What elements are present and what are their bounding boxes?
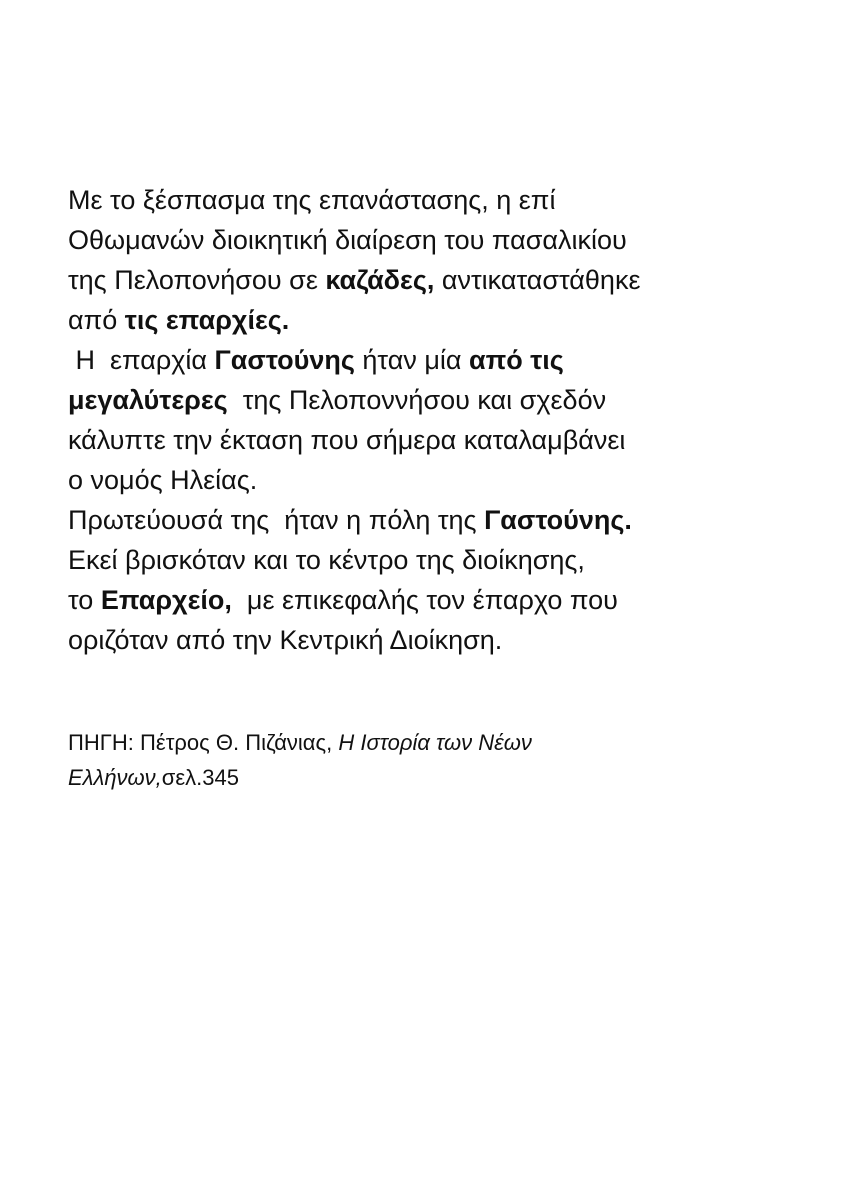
text-line	[68, 420, 788, 460]
main-paragraph	[68, 180, 788, 660]
text-line	[68, 580, 788, 620]
source-line-2	[68, 760, 788, 795]
bold-text: καζάδες,	[325, 265, 435, 295]
text-line	[68, 180, 788, 220]
text-segment: ήταν μία	[354, 345, 469, 375]
text-line	[68, 500, 788, 540]
text-line	[68, 300, 788, 340]
text-line	[68, 460, 788, 500]
text-segment: το	[68, 585, 101, 615]
bold-text: Γαστούνης	[214, 345, 355, 375]
bold-text: τις επαρχίες.	[124, 305, 290, 335]
source-citation	[68, 725, 788, 795]
text-line	[68, 380, 788, 420]
text-segment: Εκεί βρισκόταν και το κέντρο της διοίκησης,	[68, 545, 585, 575]
text-segment: Πρωτεύουσά της ήταν η πόλη της	[68, 505, 485, 535]
text-line	[68, 540, 788, 580]
source-title-part-1: Η Ιστορία των Νέων	[338, 730, 532, 755]
text-line	[68, 340, 788, 380]
text-segment: οριζόταν από την Κεντρική Διοίκηση.	[68, 625, 503, 655]
text-segment: της Πελοπονήσου σε	[68, 265, 326, 295]
bold-text: μεγαλύτερες	[68, 385, 228, 415]
text-line	[68, 260, 788, 300]
text-segment: Η επαρχία	[68, 345, 215, 375]
bold-text: Επαρχείο,	[100, 585, 232, 615]
source-title-part-2: Ελλήνων,	[68, 765, 162, 790]
source-prefix: ΠΗΓΗ: Πέτρος Θ. Πιζάνιας,	[68, 730, 339, 755]
text-segment: με επικεφαλής τον έπαρχο που	[231, 585, 618, 615]
text-segment: από	[68, 305, 125, 335]
text-segment: Με το ξέσπασμα της επανάστασης, η επί	[68, 185, 556, 215]
text-line	[68, 220, 788, 260]
text-segment: κάλυπτε την έκταση που σήμερα καταλαμβάνει	[68, 425, 626, 455]
source-page: σελ.345	[161, 765, 240, 790]
text-segment: αντικαταστάθηκε	[434, 265, 641, 295]
text-segment: της Πελοποννήσου και σχεδόν	[227, 385, 607, 415]
text-segment: ο νομός Ηλείας.	[68, 465, 258, 495]
source-line-1	[68, 725, 788, 760]
text-line	[68, 620, 788, 660]
bold-text: από τις	[468, 345, 564, 375]
bold-text: Γαστούνης.	[484, 505, 632, 535]
text-segment: Οθωμανών διοικητική διαίρεση του πασαλικίου	[68, 225, 627, 255]
